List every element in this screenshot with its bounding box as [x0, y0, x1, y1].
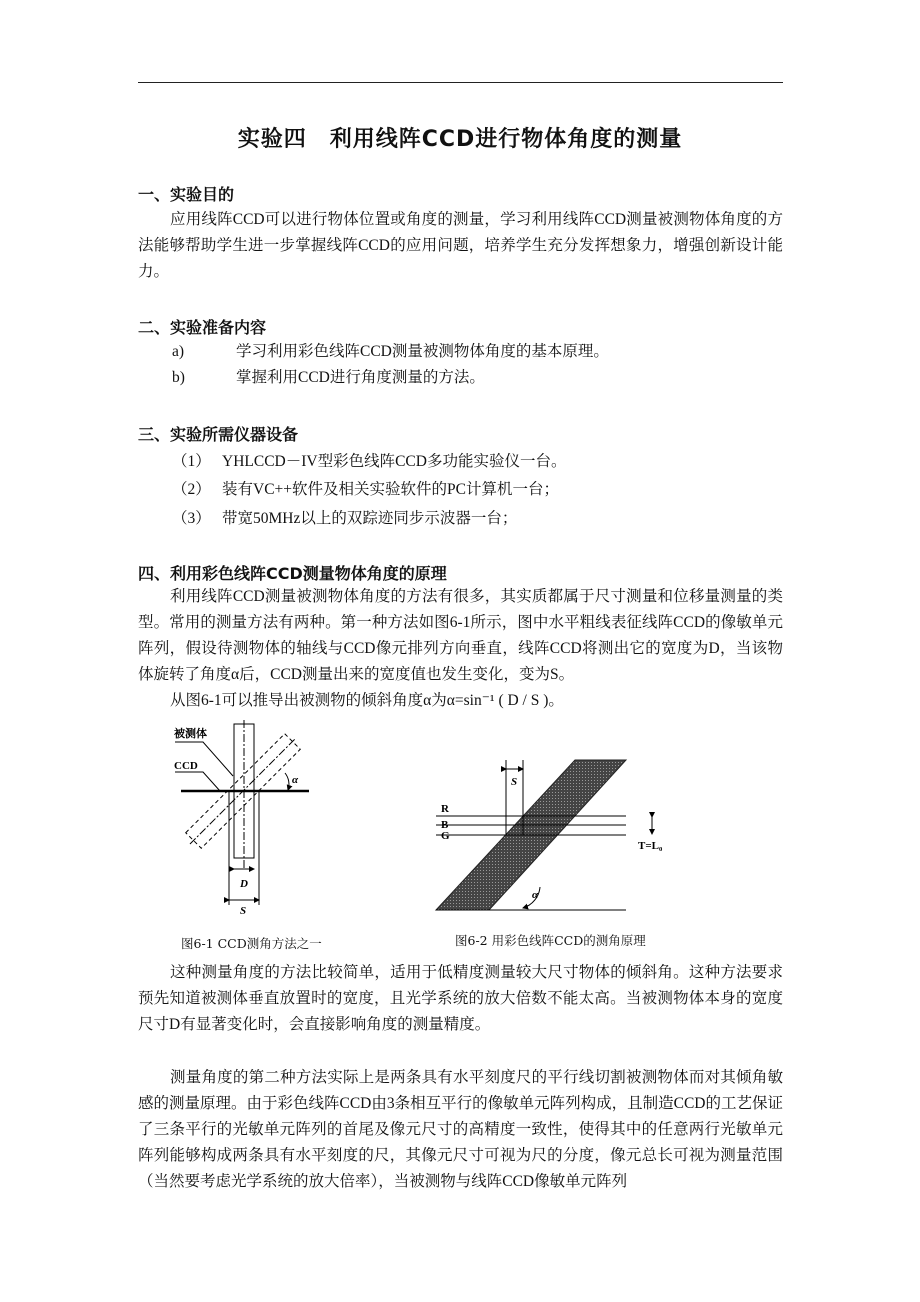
label-r: R: [441, 803, 449, 815]
list-text: YHLCCD－IV型彩色线阵CCD多功能实验仪一台。: [222, 453, 567, 470]
label-d: D: [240, 878, 248, 890]
section-heading-preparation: 二、实验准备内容: [138, 318, 267, 337]
label-ccd: CCD: [174, 760, 198, 772]
list-text: 学习利用彩色线阵CCD测量被测物体角度的基本原理。: [236, 343, 609, 360]
figure-6-1-caption: 图6-1 CCD测角方法之一: [181, 936, 322, 951]
figure-6-2-caption: 图6-2 用彩色线阵CCD的测角原理: [455, 933, 646, 948]
list-marker: b): [172, 369, 185, 386]
list-marker: （1）: [172, 453, 211, 470]
label-b: B: [441, 819, 449, 831]
page-title: 实验四 利用线阵CCD进行物体角度的测量: [237, 127, 683, 152]
label-s: S: [511, 776, 518, 788]
paragraph: 测量角度的第二种方法实际上是两条具有水平刻度尺的平行线切割被测物体而对其倾角敏感的测量原理。由于彩色线阵CCD由3条相互平行的像敏单元阵列构成，且制造CCD的工艺保证了三条平行的光敏单元阵列的首尾及像元尺寸的高精度一致性，使得其中的任意两行光敏单元阵列能够构成两条具有水平刻度的尺，其像元尺寸可视为尺的分度，像元总长可视为测量范围（当然要考虑光学系统的放大倍率），当被测物与线阵CCD像敏单元阵列: [138, 1069, 783, 1190]
section-heading-equipment: 三、实验所需仪器设备: [138, 425, 299, 444]
label-s: S: [240, 905, 247, 917]
formula-line: 从图6-1可以推导出被测物的倾斜角度α为α=sin⁻¹ ( D / S )。: [170, 692, 564, 709]
list-marker: （2）: [172, 481, 211, 498]
purpose-paragraph: 应用线阵CCD可以进行物体位置或角度的测量，学习利用线阵CCD测量被测物体角度的方法能够帮助学生进一步掌握线阵CCD的应用问题，培养学生充分发挥想象力，增强创新设计能力。: [138, 211, 783, 280]
label-object: 被测体: [174, 728, 207, 740]
list-text: 装有VC++软件及相关实验软件的PC计算机一台；: [222, 481, 559, 498]
paragraph: 这种测量角度的方法比较简单，适用于低精度测量较大尺寸物体的倾斜角。这种方法要求预先知道被测体垂直放置时的宽度，且光学系统的放大倍数不能太高。当被测物体本身的宽度尺寸D有显著变化时，会直接影响角度的测量精度。: [138, 964, 783, 1033]
list-marker: a): [172, 343, 185, 360]
label-g: G: [441, 830, 450, 842]
section-heading-purpose: 一、实验目的: [138, 185, 235, 204]
list-marker: （3）: [172, 510, 211, 527]
section-heading-principle: 四、利用彩色线阵CCD测量物体角度的原理: [138, 564, 447, 583]
label-alpha: α: [292, 774, 299, 786]
figure-6-2: [436, 760, 652, 910]
label-t: T=L₀: [638, 840, 663, 852]
label-alpha: α: [532, 889, 539, 901]
list-text: 掌握利用CCD进行角度测量的方法。: [236, 369, 485, 386]
list-text: 带宽50MHz以上的双踪迹同步示波器一台；: [222, 510, 518, 527]
principle-paragraph: 利用线阵CCD测量被测物体角度的方法有很多，其实质都属于尺寸测量和位移量测量的类型。常用的测量方法有两种。第一种方法如图6-1所示，图中水平粗线表征线阵CCD的像敏单元阵列，假设待测物体的轴线与CCD像元排列方向垂直，线阵CCD将测出它的宽度为D，当该物体旋转了角度α后，CCD测量出来的宽度值也发生变化，变为S。: [138, 588, 783, 683]
